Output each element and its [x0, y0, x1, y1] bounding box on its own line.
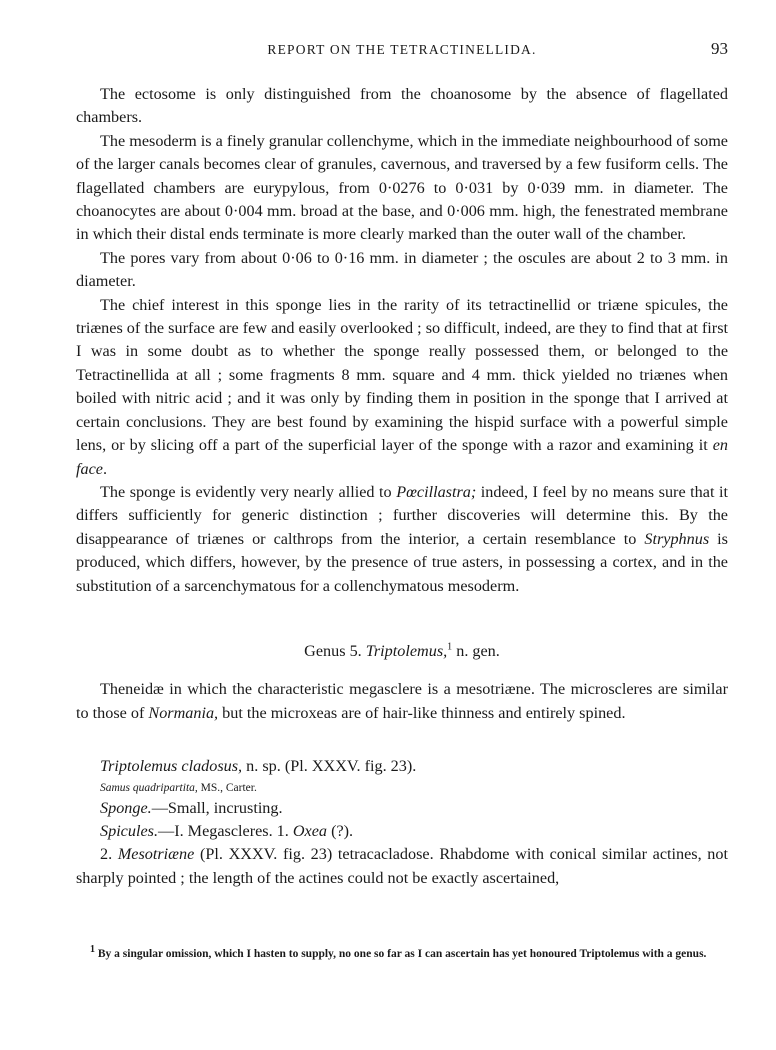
synonym-line: [76, 779, 728, 797]
synonym-name: Samus quadripartita,: [100, 781, 198, 794]
paragraph-pores: The pores vary from about 0·06 to 0·16 mm. in diameter ; the oscules are about 2 to 3 mm. in diameter.: [76, 248, 728, 291]
genus-heading: [76, 640, 728, 663]
italic-term: en face: [76, 436, 728, 478]
genus-prefix: Genus 5.: [304, 641, 366, 660]
paragraph-spicules-interest: [76, 294, 728, 481]
sponge-text: —Small, incrusting.: [151, 798, 283, 817]
species-title: [76, 755, 728, 778]
paragraph-text: The chief interest in this sponge lies in the rarity of its tetractinellid or triæne spicules, the triænes of the surface are few and easily overlooked ; so difficult, indeed, are they to find that at first I was in some doubt as to whether the sponge really possessed them, or belonged to the Tetractinellida at all ; some fragments 8 mm. square and 4 mm. thick yielded no triænes when boiled with nitric acid ; and it was only by finding them in position in the sponge that I arrived at certain conclusions. They are best found by examining the hispid surface with a powerful simple lens, or by slicing off a part of the superficial layer of the sponge with a razor and examining it: [76, 295, 728, 455]
paragraph-text: The sponge is evidently very nearly allied to: [100, 482, 397, 501]
genus-suffix: n. gen.: [452, 641, 500, 660]
mesotriaene-paragraph: [76, 843, 728, 890]
mesotriaene-number: 2.: [100, 845, 118, 864]
species-rest: n. sp. (Pl. XXXV. fig. 23).: [242, 757, 417, 776]
footnote-1: [76, 946, 728, 963]
footnote-text: By a singular omission, which I hasten to supply, no one so far as I can ascertain has yet honoured Triptolemus with a genus.: [95, 948, 707, 960]
mesotriaene-label: Mesotriæne: [117, 845, 195, 864]
page-number: 93: [711, 39, 728, 58]
paragraph-text: is produced, which differs, however, by the presence of true asters, in possessing a cortex, and in the substitution of a sarcenchymatous for a collenchymatous mesoderm.: [76, 529, 728, 595]
paragraph-text: indeed, I feel by no means sure that it differs sufficiently for generic distinction ; further discoveries will determine this. By the disappearance of triænes or calthrops from the interior, a certain resemblance to: [76, 482, 728, 548]
genus-name-poecillastra: Pœcillastra;: [396, 482, 477, 501]
oxea-term: Oxea: [292, 821, 328, 840]
genus-name-normania: Normania,: [148, 703, 219, 722]
species-name: Triptolemus cladosus,: [100, 757, 243, 776]
paragraph-text: but the microxeas are of hair-like thinness and entirely spined.: [218, 703, 626, 722]
footnotes: [76, 946, 728, 963]
spicules-line: [76, 820, 728, 843]
oxea-rest: (?).: [327, 821, 354, 840]
paragraph-text: .: [102, 459, 108, 478]
paragraph-affinity: [76, 481, 728, 598]
spicules-label: Spicules.: [100, 821, 158, 840]
footnote-reference[interactable]: 1: [447, 641, 453, 653]
paragraph-ectosome: The ectosome is only distinguished from the choanosome by the absence of flagellated chambers.: [76, 85, 728, 127]
sponge-label: Sponge.: [100, 798, 152, 817]
spicules-text: —I. Megascleres. 1.: [158, 821, 293, 840]
genus-definition: [76, 678, 728, 725]
genus-name: Triptolemus,: [365, 641, 448, 660]
running-header: [76, 39, 728, 66]
main-text: [76, 83, 728, 890]
mesotriaene-text: (Pl. XXXV. fig. 23) tetracacladose. Rhabdome with conical similar actines, not sharply pointed ; the length of the actines could not be exactly ascertained,: [76, 845, 728, 887]
paragraph-mesoderm: The mesoderm is a finely granular collenchyme, which in the immediate neighbourhood of some of the larger canals becomes clear of granules, cavernous, and traversed by a few fusiform cells. The flagellated chambers are eurypylous, from 0·0276 to 0·031 by 0·039 mm. in diameter. The choanocytes are about 0·004 mm. broad at the base, and 0·006 mm. high, the fenestrated membrane in which their distal ends terminate is more clearly marked than the outer wall of the chamber.: [76, 131, 728, 244]
sponge-line: [76, 797, 728, 820]
paragraph-text: Theneidæ in which the characteristic megasclere is a mesotriæne. The microscleres are similar to those of: [76, 680, 728, 722]
footnote-mark: 1: [90, 944, 95, 956]
running-title: REPORT ON THE TETRACTINELLIDA.: [267, 42, 537, 57]
synonym-rest: MS., Carter.: [197, 781, 257, 794]
genus-name-stryphnus: Stryphnus: [644, 529, 710, 548]
